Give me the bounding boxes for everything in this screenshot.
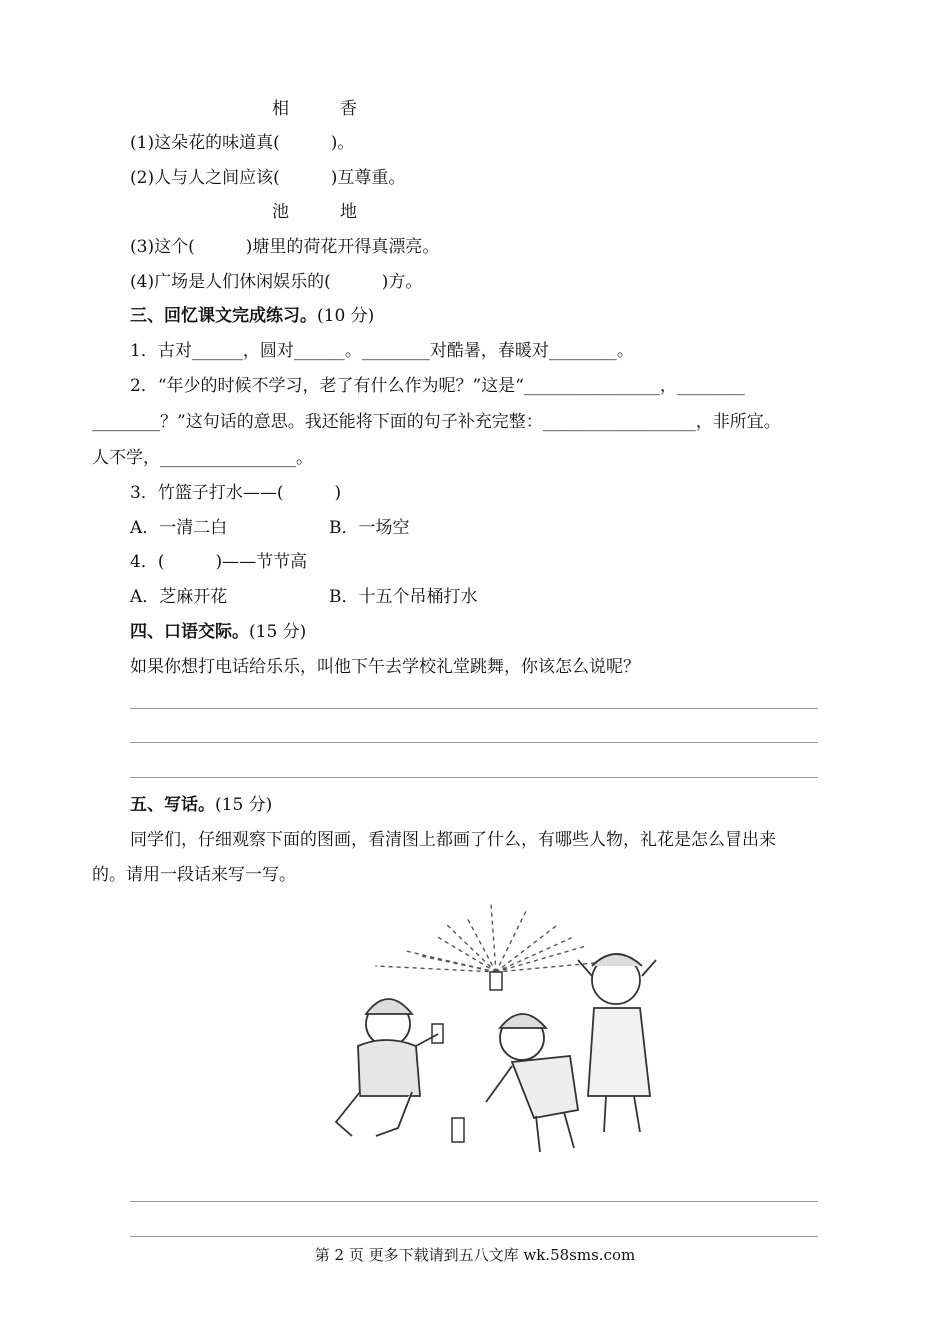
- child-left: [336, 999, 438, 1136]
- section-4-prompt: 如果你想打电话给乐乐，叫他下午去学校礼堂跳舞，你该怎么说呢？: [130, 657, 640, 677]
- exercise-3-2-line-2: ________？”这句话的意思。我还能将下面的句子补充完整：__________________，非所宜。: [92, 412, 781, 432]
- question-4: (4)广场是人们休闲娱乐的( )方。: [130, 272, 423, 292]
- section-5-heading: [130, 794, 272, 816]
- answer-line: [130, 708, 818, 709]
- question-2: (2)人与人之间应该( )互尊重。: [130, 168, 406, 188]
- section-5-prompt-line-1: 同学们，仔细观察下面的图画，看清图上都画了什么，有哪些人物，礼花是怎么冒出来: [130, 830, 776, 850]
- section-3-title: 三、回忆课文完成练习。: [130, 306, 317, 326]
- fireworks-illustration: [316, 896, 676, 1158]
- section-5-prompt-line-2: 的。请用一段话来写一写。: [92, 865, 296, 885]
- section-4-points: (15 分): [249, 622, 307, 642]
- section-4-heading: [130, 621, 306, 643]
- answer-line: [130, 1201, 818, 1202]
- section-5-points: (15 分): [215, 795, 273, 815]
- section-5-title: 五、写话。: [130, 795, 215, 815]
- answer-line: [130, 777, 818, 778]
- word-choice-pair-1: 相 香: [272, 99, 357, 119]
- word-choice-pair-2: 池 地: [272, 202, 357, 222]
- exercise-3-3: 3．竹篮子打水——( ): [130, 483, 342, 503]
- question-3: (3)这个( )塘里的荷花开得真漂亮。: [130, 237, 440, 257]
- section-3-points: (10 分): [317, 306, 375, 326]
- option-3-3-a: A．一清二白: [130, 518, 228, 538]
- option-3-3-b: B．一场空: [329, 518, 410, 538]
- firecracker: [432, 972, 502, 1142]
- exercise-3-4: 4．( )——节节高: [130, 552, 308, 572]
- page-footer: 第 2 页 更多下载请到五八文库 wk.58sms.com: [314, 1246, 636, 1264]
- question-1: (1)这朵花的味道真( )。: [130, 133, 355, 153]
- exercise-3-2-line-3: 人不学，________________。: [92, 448, 313, 468]
- section-4-title: 四、口语交际。: [130, 622, 249, 642]
- exercise-3-2-line-1: 2．“年少的时候不学习，老了有什么作为呢？”这是“________________，________: [130, 376, 745, 396]
- option-3-4-b: B．十五个吊桶打水: [329, 587, 478, 607]
- option-3-4-a: A．芝麻开花: [130, 587, 228, 607]
- exercise-3-1: 1．古对______，圆对______。________对酷暑，春暖对________。: [130, 341, 634, 361]
- answer-line: [130, 1236, 818, 1237]
- child-right: [578, 954, 656, 1132]
- section-3-heading: [130, 305, 374, 327]
- child-middle: [486, 1014, 578, 1152]
- answer-line: [130, 742, 818, 743]
